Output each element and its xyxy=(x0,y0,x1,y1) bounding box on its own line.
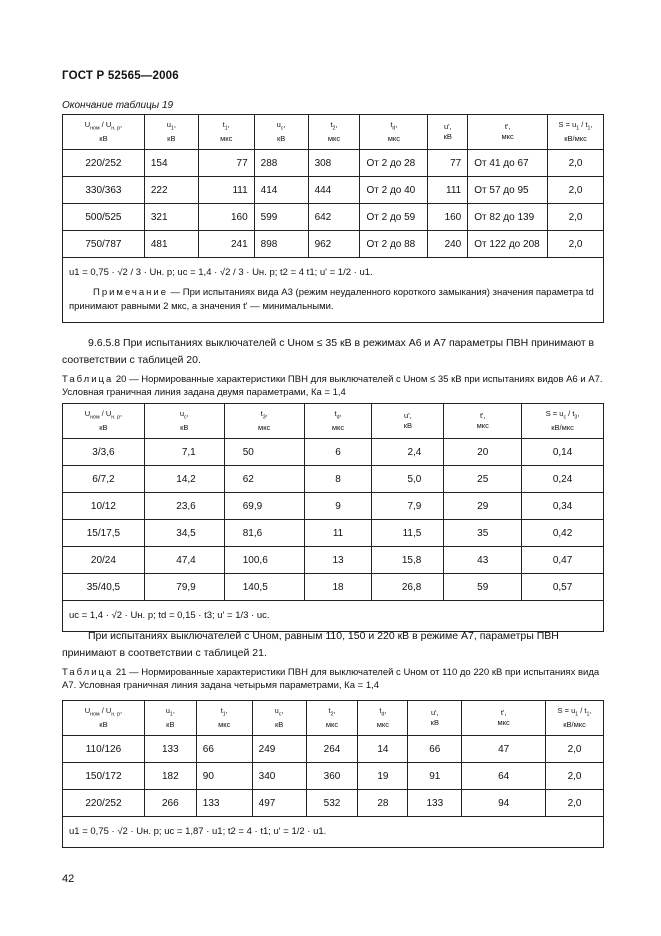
table-cell: 9 xyxy=(304,493,372,520)
table20-header: $U_{ном} / U_{н. р}$, кВ xyxy=(63,404,145,439)
table-cell: 750/787 xyxy=(63,231,145,258)
table21-header: $t_2$, мкс xyxy=(306,701,358,736)
table21-caption xyxy=(62,666,604,692)
table-cell: 59 xyxy=(444,574,522,601)
table-row xyxy=(63,574,604,601)
table20-header: $S = u_c / t_3$, кВ/мкс xyxy=(522,404,604,439)
table21-header: $u_c$, кВ xyxy=(252,701,306,736)
table-cell: 14 xyxy=(358,736,408,763)
table-cell: 0,34 xyxy=(522,493,604,520)
table19-caption: Окончание таблицы 19 xyxy=(62,100,174,111)
table-cell: 81,6 xyxy=(224,520,304,547)
table-cell: 0,47 xyxy=(522,547,604,574)
table-cell: 47,4 xyxy=(144,547,224,574)
table19-notes xyxy=(63,258,604,323)
table-cell: 962 xyxy=(308,231,360,258)
table-row xyxy=(63,736,604,763)
table-row xyxy=(63,204,604,231)
table20-label: Таблица xyxy=(62,374,114,385)
table-row xyxy=(63,439,604,466)
table-cell: 160 xyxy=(428,204,468,231)
table-cell: 330/363 xyxy=(63,177,145,204)
table-cell: 642 xyxy=(308,204,360,231)
table-cell: От 2 до 40 xyxy=(360,177,428,204)
table-cell: 7,9 xyxy=(372,493,444,520)
table-row xyxy=(63,466,604,493)
table-cell: 308 xyxy=(308,150,360,177)
table21-caption-text: 21 — Нормированные характеристики ПВН для выключателей с Uном от 110 до 220 кВ при испытаниях вида А7. Условная граничная линия задана четырьмя параметрами, Ка = 1,4 xyxy=(62,667,600,691)
table-row xyxy=(63,547,604,574)
table21-header: $U_{ном} / U_{н. р}$, кВ xyxy=(63,701,145,736)
table20 xyxy=(62,403,604,632)
table21-header: $u_1$, кВ xyxy=(144,701,196,736)
table-cell: 90 xyxy=(196,763,252,790)
table-cell: 19 xyxy=(358,763,408,790)
table-cell: 2,4 xyxy=(372,439,444,466)
table19-header: u', кВ xyxy=(428,115,468,150)
table-cell: 240 xyxy=(428,231,468,258)
table-row xyxy=(63,493,604,520)
table-cell: 160 xyxy=(198,204,254,231)
table-cell: 6/7,2 xyxy=(63,466,145,493)
table21-formula: u1 = 0,75 · √2 · Uн. р; uc = 1,87 · u1; t2 = 4 · t1; u' = 1/2 · u1. xyxy=(69,826,327,837)
document-id: ГОСТ Р 52565—2006 xyxy=(62,70,179,82)
table-cell: 77 xyxy=(198,150,254,177)
table-cell: 11 xyxy=(304,520,372,547)
table-cell: 100,6 xyxy=(224,547,304,574)
table-cell: 2,0 xyxy=(546,790,604,817)
table19-header: $t_d$, мкс xyxy=(360,115,428,150)
table-cell: 69,9 xyxy=(224,493,304,520)
table-cell: 241 xyxy=(198,231,254,258)
paragraph-table21-intro: При испытаниях выключателей с Uном, равным 110, 150 и 220 кВ в режиме А7, параметры ПВН принимают в соответствии с таблицей 21. xyxy=(62,630,559,659)
table-cell: 264 xyxy=(306,736,358,763)
table19-header: $u_c$, кВ xyxy=(254,115,308,150)
table20-notes xyxy=(63,601,604,632)
table-cell: 43 xyxy=(444,547,522,574)
table-cell: 8 xyxy=(304,466,372,493)
table-cell: 35 xyxy=(444,520,522,547)
table-cell: 266 xyxy=(144,790,196,817)
table-cell: 28 xyxy=(358,790,408,817)
table19-header: $U_{ном} / U_{н. р}$, кВ xyxy=(63,115,145,150)
table19-note xyxy=(69,286,597,314)
table-cell: 20/24 xyxy=(63,547,145,574)
table-cell: 133 xyxy=(144,736,196,763)
table-cell: 599 xyxy=(254,204,308,231)
table-cell: 2,0 xyxy=(548,177,604,204)
table-cell: 497 xyxy=(252,790,306,817)
table19-notes-row xyxy=(63,258,604,323)
table-cell: 35/40,5 xyxy=(63,574,145,601)
table-cell: От 2 до 88 xyxy=(360,231,428,258)
table20-header: t', мкс xyxy=(444,404,522,439)
table21-header: $t_1$, мкс xyxy=(196,701,252,736)
table-cell: 340 xyxy=(252,763,306,790)
table-cell: 220/252 xyxy=(63,790,145,817)
table-cell: 321 xyxy=(144,204,198,231)
table-cell: 111 xyxy=(428,177,468,204)
table-cell: 0,14 xyxy=(522,439,604,466)
table-cell: 6 xyxy=(304,439,372,466)
table-cell: 34,5 xyxy=(144,520,224,547)
table20-header: u', кВ xyxy=(372,404,444,439)
table-cell: 15/17,5 xyxy=(63,520,145,547)
table-cell: 444 xyxy=(308,177,360,204)
table-cell: 29 xyxy=(444,493,522,520)
table20-caption-text: 20 — Нормированные характеристики ПВН для выключателей с Uном ≤ 35 кВ при испытаниях видов А6 и А7. Условная граничная линия задана двумя параметрами, Ка = 1,4 xyxy=(62,374,603,398)
note-label: Примечание xyxy=(93,287,168,298)
table-cell: 94 xyxy=(462,790,546,817)
table-cell: 133 xyxy=(408,790,462,817)
table-cell: 15,8 xyxy=(372,547,444,574)
table-cell: 111 xyxy=(198,177,254,204)
table-cell: 249 xyxy=(252,736,306,763)
table-cell: 13 xyxy=(304,547,372,574)
table21-notes-row xyxy=(63,817,604,848)
table20-caption xyxy=(62,373,604,399)
table-cell: 66 xyxy=(408,736,462,763)
table-cell: 62 xyxy=(224,466,304,493)
table-cell: 77 xyxy=(428,150,468,177)
table-cell: 150/172 xyxy=(63,763,145,790)
table21-header: $t_d$, мкс xyxy=(358,701,408,736)
table19-header: $t_1$, мкс xyxy=(198,115,254,150)
table-cell: 222 xyxy=(144,177,198,204)
table-cell: 2,0 xyxy=(548,150,604,177)
table20-header: $u_c$, кВ xyxy=(144,404,224,439)
table20-header: $t_3$, мкс xyxy=(224,404,304,439)
table19-header: $u_1$, кВ xyxy=(144,115,198,150)
table-cell: 2,0 xyxy=(546,763,604,790)
table-cell: 154 xyxy=(144,150,198,177)
table-cell: 414 xyxy=(254,177,308,204)
note-text: — При испытаниях вида А3 (режим неудаленного короткого замыкания) значения параметра td принимают равными 2 мкс, а значения t' — минимальными. xyxy=(69,287,594,312)
table-cell: От 41 до 67 xyxy=(468,150,548,177)
table-row xyxy=(63,790,604,817)
table20-header-row xyxy=(63,404,604,439)
table-cell: 288 xyxy=(254,150,308,177)
table-cell: 7,1 xyxy=(144,439,224,466)
table-cell: От 122 до 208 xyxy=(468,231,548,258)
table-cell: 110/126 xyxy=(63,736,145,763)
table-cell: 2,0 xyxy=(546,736,604,763)
table-cell: 898 xyxy=(254,231,308,258)
table-cell: 20 xyxy=(444,439,522,466)
table19-header: $S = u_1 / t_1$, кВ/мкс xyxy=(548,115,604,150)
table-cell: 140,5 xyxy=(224,574,304,601)
table19-header: t', мкс xyxy=(468,115,548,150)
table21 xyxy=(62,700,604,848)
table-cell: От 2 до 59 xyxy=(360,204,428,231)
table-cell: 26,8 xyxy=(372,574,444,601)
table-cell: 14,2 xyxy=(144,466,224,493)
table-cell: 23,6 xyxy=(144,493,224,520)
table-cell: 10/12 xyxy=(63,493,145,520)
table19-header: $t_2$, мкс xyxy=(308,115,360,150)
table-cell: 360 xyxy=(306,763,358,790)
table-row xyxy=(63,231,604,258)
table-cell: 3/3,6 xyxy=(63,439,145,466)
table19-formula: u1 = 0,75 · √2 / 3 · Uн. р; uc = 1,4 · √2 / 3 · Uн. р; t2 = 4 t1; u' = 1/2 · u1. xyxy=(69,267,373,278)
table-cell: 220/252 xyxy=(63,150,145,177)
table21-header-row xyxy=(63,701,604,736)
table-cell: От 2 до 28 xyxy=(360,150,428,177)
table-cell: От 82 до 139 xyxy=(468,204,548,231)
table-cell: От 57 до 95 xyxy=(468,177,548,204)
table-cell: 11,5 xyxy=(372,520,444,547)
table-cell: 5,0 xyxy=(372,466,444,493)
table-cell: 2,0 xyxy=(548,231,604,258)
table-cell: 64 xyxy=(462,763,546,790)
table20-formula: uc = 1,4 · √2 · Uн. р; td = 0,15 · t3; u' = 1/3 · uc. xyxy=(69,610,270,621)
table-row xyxy=(63,763,604,790)
table-cell: 2,0 xyxy=(548,204,604,231)
table-cell: 133 xyxy=(196,790,252,817)
table-row xyxy=(63,520,604,547)
table-cell: 0,42 xyxy=(522,520,604,547)
table19 xyxy=(62,114,604,323)
table21-header: $S = u_1 / t_1$, кВ/мкс xyxy=(546,701,604,736)
table-cell: 500/525 xyxy=(63,204,145,231)
table-cell: 182 xyxy=(144,763,196,790)
table-cell: 91 xyxy=(408,763,462,790)
table-cell: 47 xyxy=(462,736,546,763)
table20-notes-row xyxy=(63,601,604,632)
table21-header: t', мкс xyxy=(462,701,546,736)
table-cell: 25 xyxy=(444,466,522,493)
table19-header-row xyxy=(63,115,604,150)
table-cell: 0,57 xyxy=(522,574,604,601)
table-row xyxy=(63,177,604,204)
paragraph-9-6-5-8: 9.6.5.8 При испытаниях выключателей с Uном ≤ 35 кВ в режимах А6 и А7 параметры ПВН принимают в соответствии с таблицей 20. xyxy=(62,337,595,366)
table-cell: 50 xyxy=(224,439,304,466)
table21-label: Таблица xyxy=(62,667,114,678)
table-cell: 481 xyxy=(144,231,198,258)
table-cell: 66 xyxy=(196,736,252,763)
page-number: 42 xyxy=(62,873,75,885)
table-cell: 0,24 xyxy=(522,466,604,493)
table-row xyxy=(63,150,604,177)
table-cell: 79,9 xyxy=(144,574,224,601)
table21-notes xyxy=(63,817,604,848)
table21-header: u', кВ xyxy=(408,701,462,736)
table-cell: 532 xyxy=(306,790,358,817)
table20-header: $t_d$, мкс xyxy=(304,404,372,439)
table-cell: 18 xyxy=(304,574,372,601)
